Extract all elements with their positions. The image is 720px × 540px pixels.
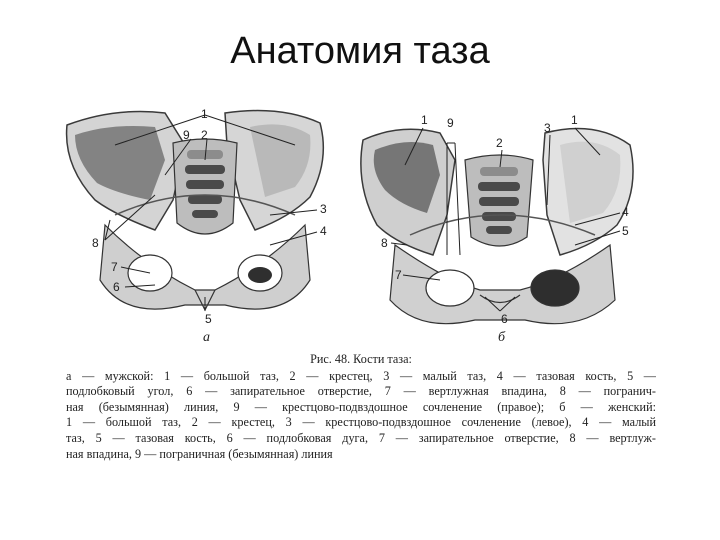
female-number-1-right: 1 (571, 113, 578, 127)
caption-line: ная впадина, 9 — пограничная (безымянная) линия (66, 446, 333, 461)
male-number-8: 8 (92, 236, 99, 250)
female-number-3: 3 (544, 121, 551, 135)
male-number-6: 6 (113, 280, 120, 294)
female-number-6: 6 (501, 312, 508, 326)
male-number-5: 5 (205, 312, 212, 326)
male-pelvis-illustration (67, 111, 324, 311)
slide-title: Анатомия таза (230, 30, 490, 72)
female-number-2: 2 (496, 136, 503, 150)
male-number-2: 2 (201, 128, 208, 142)
female-number-5: 5 (622, 224, 629, 238)
female-subfigure-label: б (498, 330, 506, 345)
male-subfigure-label: а (203, 330, 210, 345)
caption-line: ная (безымянная) линия, 9 — крестцово-подвздошное сочленение (правое); б — женский: (66, 399, 656, 414)
figure-caption (66, 352, 656, 462)
female-number-4: 4 (622, 205, 629, 219)
caption-title: Рис. 48. Кости таза: (310, 352, 412, 366)
male-number-4: 4 (320, 224, 327, 238)
male-number-7: 7 (111, 260, 118, 274)
female-pelvis-illustration (361, 128, 633, 324)
male-number-9: 9 (183, 128, 190, 142)
caption-line: 1 — большой таз, 2 — крестец, 3 — крестцово-подвздошное сочленение (левое), 4 — малый (66, 415, 656, 430)
caption-line: таз, 5 — тазовая кость, 6 — подлобковая дуга, 7 — запирательное отверстие, 8 — вертлуж- (66, 430, 656, 445)
female-number-8: 8 (381, 236, 388, 250)
caption-line: подлобковый угол, 6 — запирательное отверстие, 7 — вертлужная впадина, 8 — погранич- (66, 384, 656, 399)
female-number-7: 7 (395, 268, 402, 282)
pelvis-figure (55, 105, 660, 350)
male-number-3: 3 (320, 202, 327, 216)
female-number-1-left: 1 (421, 113, 428, 127)
caption-line: а — мужской: 1 — большой таз, 2 — крестец, 3 — малый таз, 4 — тазовая кость, 5 — (66, 368, 656, 383)
male-number-1: 1 (201, 107, 208, 121)
female-number-9: 9 (447, 116, 454, 130)
